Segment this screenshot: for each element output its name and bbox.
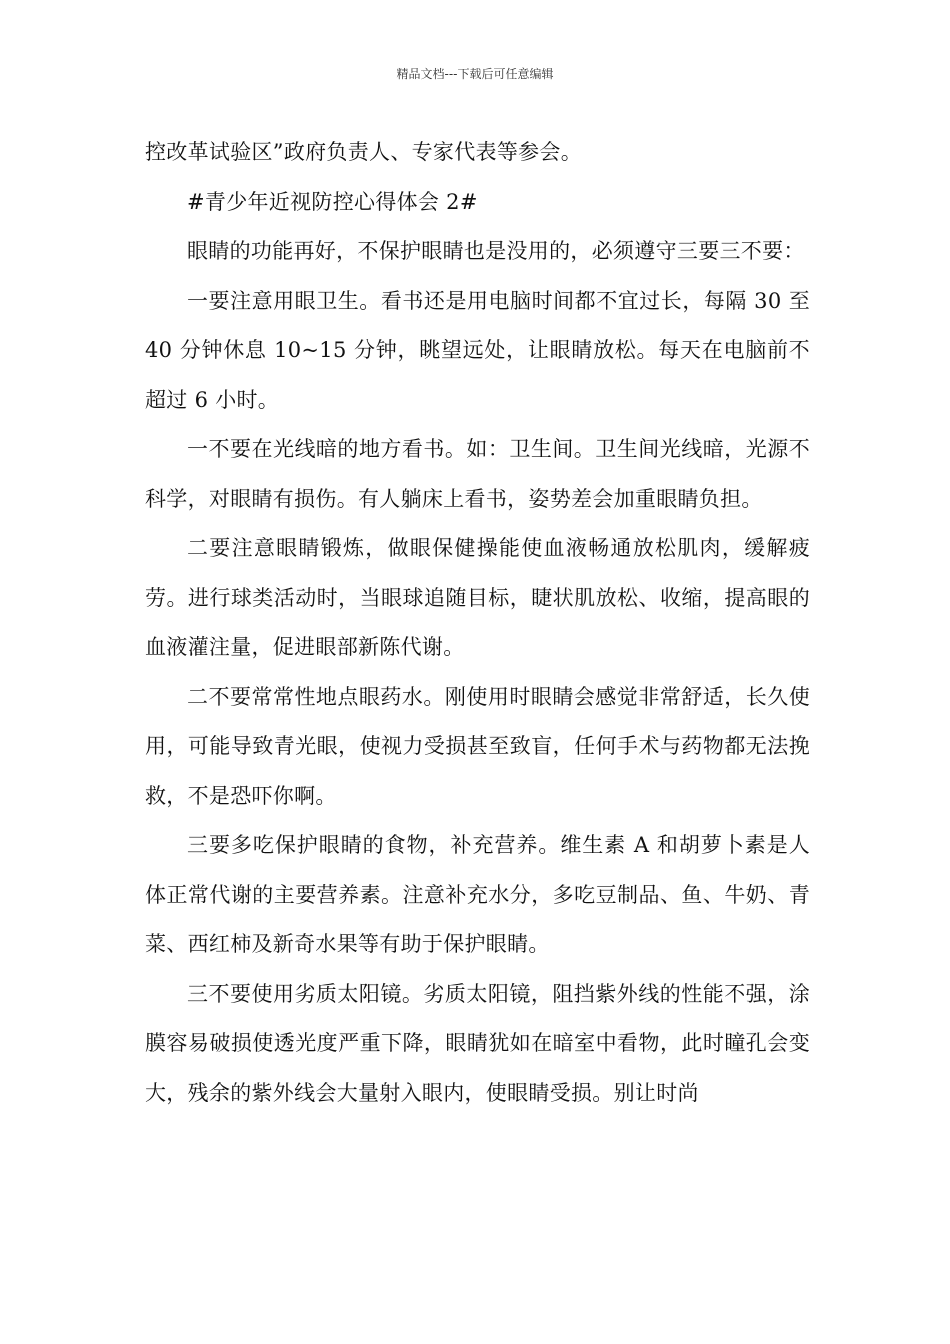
paragraph-rule-2-dont: 二不要常常性地点眼药水。刚使用时眼睛会感觉非常舒适，长久使用，可能导致青光眼，使视力受损甚至致盲，任何手术与药物都无法挽救，不是恐吓你啊。 xyxy=(145,684,810,808)
document-body xyxy=(145,128,810,1118)
paragraph-rule-3-dont: 三不要使用劣质太阳镜。劣质太阳镜，阻挡紫外线的性能不强，涂膜容易破损使透光度严重下降，眼睛犹如在暗室中看物，此时瞳孔会变大，残余的紫外线会大量射入眼内，使眼睛受损。别让时尚 xyxy=(145,981,810,1105)
page-header: 精品文档---下载后可任意编辑 xyxy=(396,67,554,81)
section-heading: #青少年近视防控心得体会 2# xyxy=(187,189,478,214)
paragraph-rule-3-do: 三要多吃保护眼睛的食物，补充营养。维生素 A 和胡萝卜素是人体正常代谢的主要营养素。注意补充水分，多吃豆制品、鱼、牛奶、青菜、西红柿及新奇水果等有助于保护眼睛。 xyxy=(145,833,810,956)
paragraph-rule-1-dont: 一不要在光线暗的地方看书。如：卫生间。卫生间光线暗，光源不科学，对眼睛有损伤。有人躺床上看书，姿势差会加重眼睛负担。 xyxy=(145,437,810,511)
paragraph-rule-2-do: 二要注意眼睛锻炼，做眼保健操能使血液畅通放松肌肉，缓解疲劳。进行球类活动时，当眼球追随目标，睫状肌放松、收缩，提高眼的血液灌注量，促进眼部新陈代谢。 xyxy=(145,536,810,659)
paragraph-intro: 眼睛的功能再好，不保护眼睛也是没用的，必须遵守三要三不要： xyxy=(187,239,805,263)
paragraph-continuation: 控改革试验区”政府负责人、专家代表等参会。 xyxy=(145,140,583,164)
paragraph-rule-1-do: 一要注意用眼卫生。看书还是用电脑时间都不宜过长，每隔 30 至 40 分钟休息 10~15 分钟，眺望远处，让眼睛放松。每天在电脑前不超过 6 小时。 xyxy=(145,288,810,412)
